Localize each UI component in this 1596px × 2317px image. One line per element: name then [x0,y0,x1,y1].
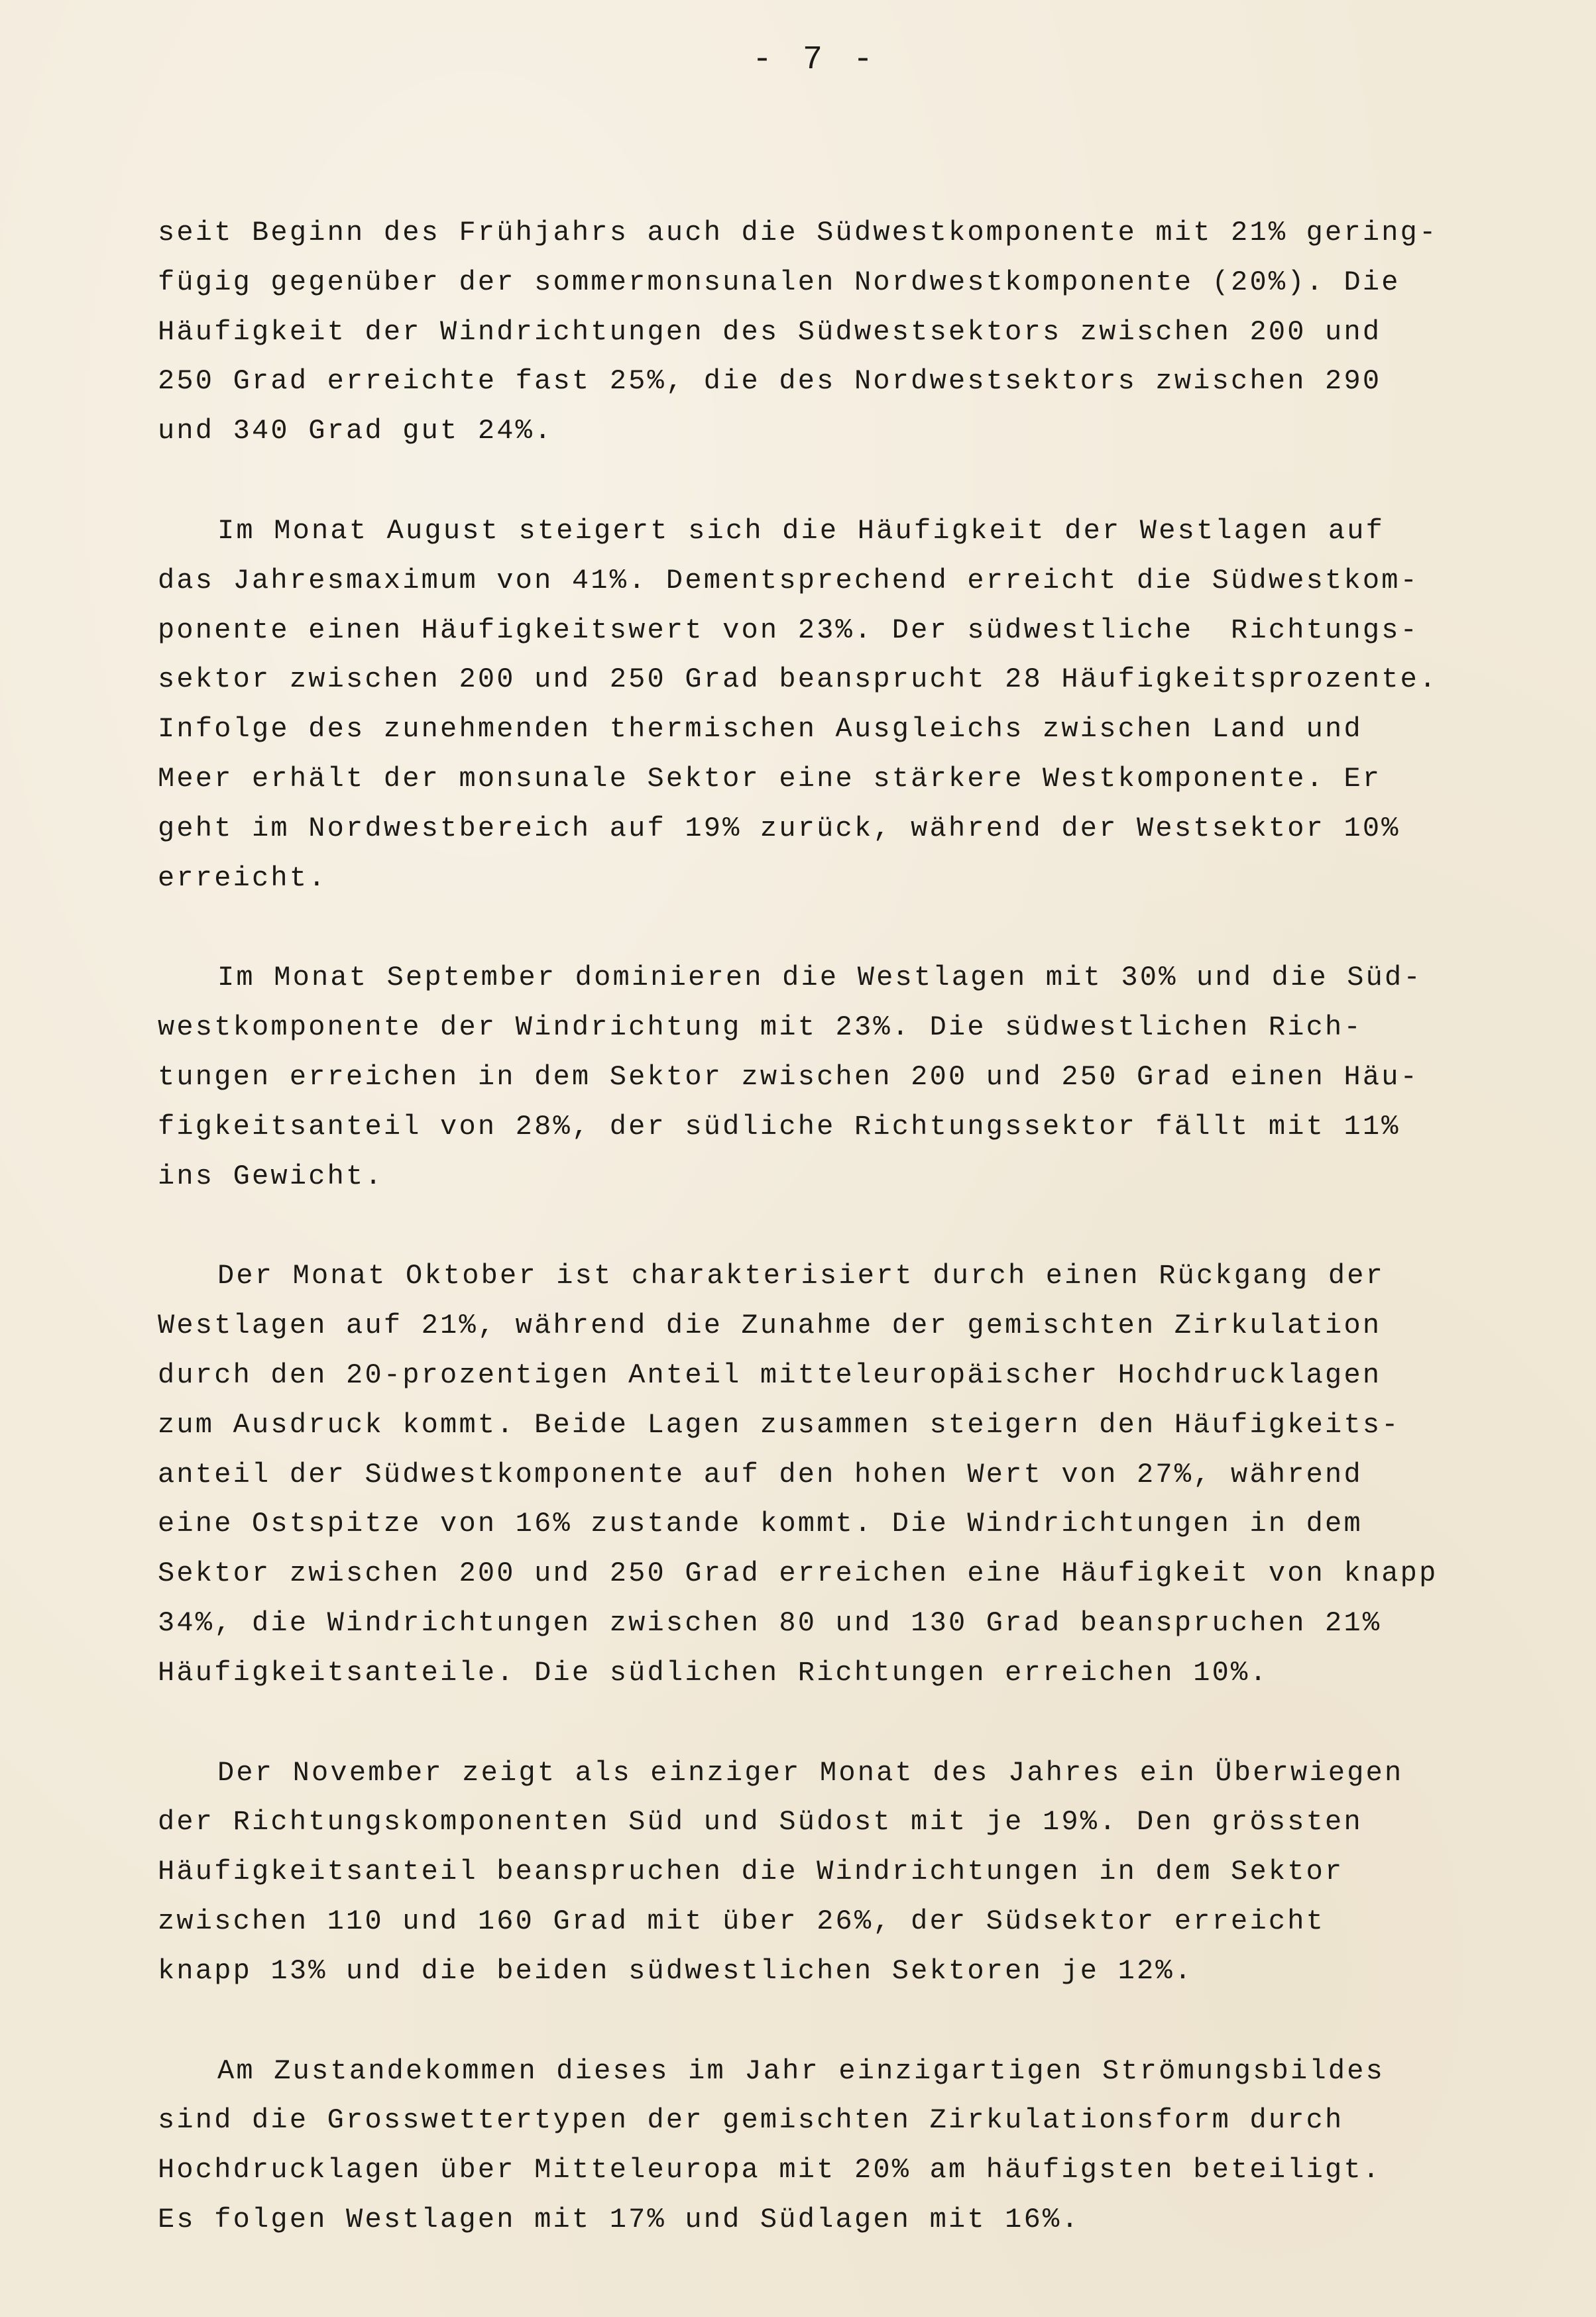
text-line: sind die Grosswettertypen der gemischten Zirkulationsform durch [158,2104,1344,2137]
paragraph [158,1251,1536,1697]
text-line: sektor zwischen 200 und 250 Grad beansprucht 28 Häufigkeitsprozente. [158,663,1438,696]
paragraph-gap [158,1201,1536,1251]
text-line: 250 Grad erreichte fast 25%, die des Nordwestsektors zwischen 290 [158,365,1382,398]
body-text [158,208,1536,2245]
paragraph-gap [158,1996,1536,2047]
text-line: geht im Nordwestbereich auf 19% zurück, während der Westsektor 10% [158,812,1400,844]
paragraph [158,208,1536,456]
text-line: der Richtungskomponenten Süd und Südost mit je 19%. Den grössten [158,1806,1363,1838]
paragraph [158,953,1536,1201]
text-line: Meer erhält der monsunale Sektor eine stärkere Westkomponente. Er [158,762,1382,795]
text-line: Im Monat August steigert sich die Häufigkeit der Westlagen auf [217,514,1385,547]
page-number: - 7 - [752,41,879,79]
text-line: Im Monat September dominieren die Westlagen mit 30% und die Süd- [217,962,1422,994]
text-line: westkomponente der Windrichtung mit 23%. Die südwestlichen Rich- [158,1011,1363,1044]
text-line: ins Gewicht. [158,1160,384,1192]
text-line: zum Ausdruck kommt. Beide Lagen zusammen steigern den Häufigkeits- [158,1408,1400,1441]
paragraph [158,506,1536,903]
paragraph-gap [158,1698,1536,1748]
text-line: Westlagen auf 21%, während die Zunahme der gemischten Zirkulation [158,1310,1382,1342]
text-line: Häufigkeitsanteile. Die südlichen Richtungen erreichen 10%. [158,1656,1269,1689]
text-line: Sektor zwischen 200 und 250 Grad erreichen eine Häufigkeit von knapp [158,1557,1438,1590]
paragraph [158,1748,1536,1996]
text-line: tungen erreichen in dem Sektor zwischen 200 und 250 Grad einen Häu- [158,1060,1420,1093]
text-line: Es folgen Westlagen mit 17% und Südlagen mit 16%. [158,2203,1080,2235]
text-line: Häufigkeitsanteil beanspruchen die Windrichtungen in dem Sektor [158,1856,1344,1888]
text-line: eine Ostspitze von 16% zustande kommt. Die Windrichtungen in dem [158,1508,1363,1540]
text-line: durch den 20-prozentigen Anteil mitteleuropäischer Hochdrucklagen [158,1359,1382,1391]
paragraph [158,2047,1536,2245]
text-line: erreicht. [158,862,327,894]
text-line: und 340 Grad gut 24%. [158,415,553,447]
text-line: zwischen 110 und 160 Grad mit über 26%, der Südsektor erreicht [158,1905,1326,1937]
text-line: anteil der Südwestkomponente auf den hohen Wert von 27%, während [158,1458,1363,1491]
text-line: Infolge des zunehmenden thermischen Ausgleichs zwischen Land und [158,713,1363,746]
text-line: Am Zustandekommen dieses im Jahr einzigartigen Strömungsbildes [217,2055,1385,2087]
text-line: das Jahresmaximum von 41%. Dementsprechend erreicht die Südwestkom- [158,564,1420,596]
text-line: ponente einen Häufigkeitswert von 23%. Der südwestliche Richtungs- [158,614,1420,646]
text-line: Hochdrucklagen über Mitteleuropa mit 20% am häufigsten beteiligt. [158,2154,1382,2186]
text-line: Der November zeigt als einziger Monat des Jahres ein Überwiegen [217,1756,1404,1789]
text-line: Der Monat Oktober ist charakterisiert durch einen Rückgang der [217,1260,1385,1292]
text-line: seit Beginn des Frühjahrs auch die Südwestkomponente mit 21% gering- [158,217,1438,249]
text-line: Häufigkeit der Windrichtungen des Südwestsektors zwischen 200 und [158,315,1382,348]
text-line: fügig gegenüber der sommermonsunalen Nordwestkomponente (20%). Die [158,266,1400,298]
paragraph-gap [158,903,1536,953]
text-line: knapp 13% und die beiden südwestlichen Sektoren je 12%. [158,1954,1194,1987]
text-line: 34%, die Windrichtungen zwischen 80 und 130 Grad beanspruchen 21% [158,1607,1382,1639]
paragraph-gap [158,456,1536,506]
text-line: figkeitsanteil von 28%, der südliche Richtungssektor fällt mit 11% [158,1110,1400,1143]
